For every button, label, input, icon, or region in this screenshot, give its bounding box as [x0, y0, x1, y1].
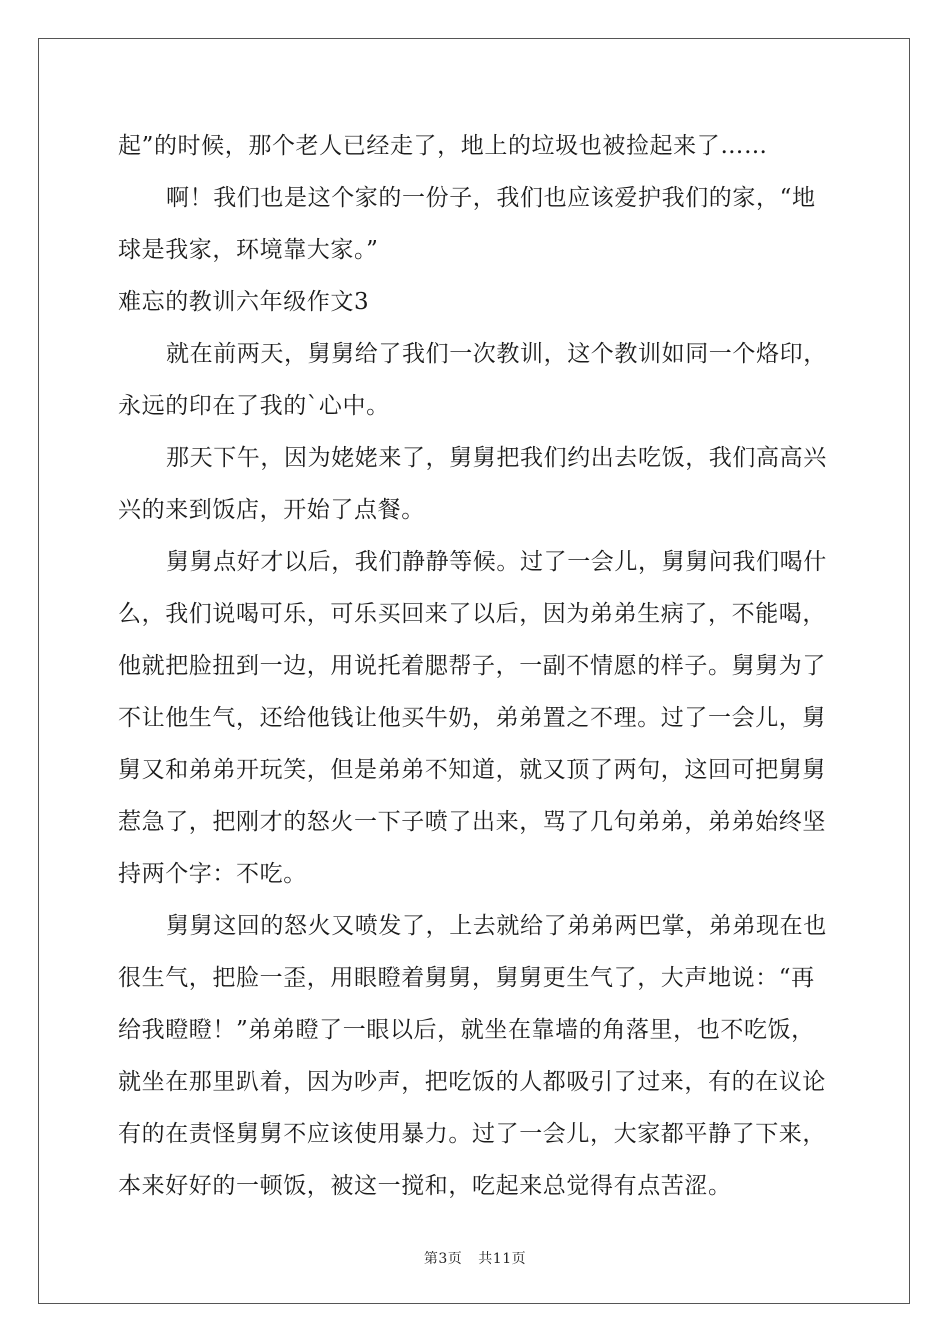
text-line: 就在前两天，舅舅给了我们一次教训，这个教训如同一个烙印，	[166, 341, 827, 367]
text-line: 兴的来到饭店，开始了点餐。	[118, 497, 425, 523]
page-total: 共11页	[478, 1251, 527, 1267]
document-body	[118, 120, 834, 1212]
page-number: 第3页	[423, 1251, 463, 1267]
text-line: 本来好好的一顿饭，被这一搅和，吃起来总觉得有点苦涩。	[118, 1173, 732, 1199]
text-line: 永远的印在了我的`心中。	[118, 393, 390, 419]
text-line: 么，我们说喝可乐，可乐买回来了以后，因为弟弟生病了，不能喝，	[118, 601, 826, 627]
text-line: 啊！我们也是这个家的一份子，我们也应该爱护我们的家，“地	[166, 185, 816, 211]
section-heading: 难忘的教训六年级作文3	[118, 289, 370, 315]
text-line: 舅舅点好才以后，我们静静等候。过了一会儿，舅舅问我们喝什	[166, 549, 827, 575]
text-line: 不让他生气，还给他钱让他买牛奶，弟弟置之不理。过了一会儿，舅	[118, 705, 826, 731]
text-line: 起”的时候，那个老人已经走了，地上的垃圾也被捡起来了……	[118, 133, 768, 159]
text-line: 很生气，把脸一歪，用眼瞪着舅舅，舅舅更生气了，大声地说：“再	[118, 965, 815, 991]
text-line: 舅又和弟弟开玩笑，但是弟弟不知道，就又顶了两句，这回可把舅舅	[118, 757, 826, 783]
text-line: 惹急了，把刚才的怒火一下子喷了出来，骂了几句弟弟，弟弟始终坚	[118, 809, 826, 835]
text-line: 那天下午，因为姥姥来了，舅舅把我们约出去吃饭，我们高高兴	[166, 445, 827, 471]
text-line: 给我瞪瞪！”弟弟瞪了一眼以后，就坐在靠墙的角落里，也不吃饭，	[118, 1017, 815, 1043]
page-footer	[0, 1248, 950, 1268]
text-line: 舅舅这回的怒火又喷发了，上去就给了弟弟两巴掌，弟弟现在也	[166, 913, 827, 939]
text-line: 有的在责怪舅舅不应该使用暴力。过了一会儿，大家都平静了下来，	[118, 1121, 826, 1147]
text-line: 他就把脸扭到一边，用说托着腮帮子，一副不情愿的样子。舅舅为了	[118, 653, 826, 679]
text-line: 就坐在那里趴着，因为吵声，把吃饭的人都吸引了过来，有的在议论	[118, 1069, 826, 1095]
text-line: 持两个字：不吃。	[118, 861, 307, 887]
text-line: 球是我家，环境靠大家。”	[118, 237, 379, 263]
